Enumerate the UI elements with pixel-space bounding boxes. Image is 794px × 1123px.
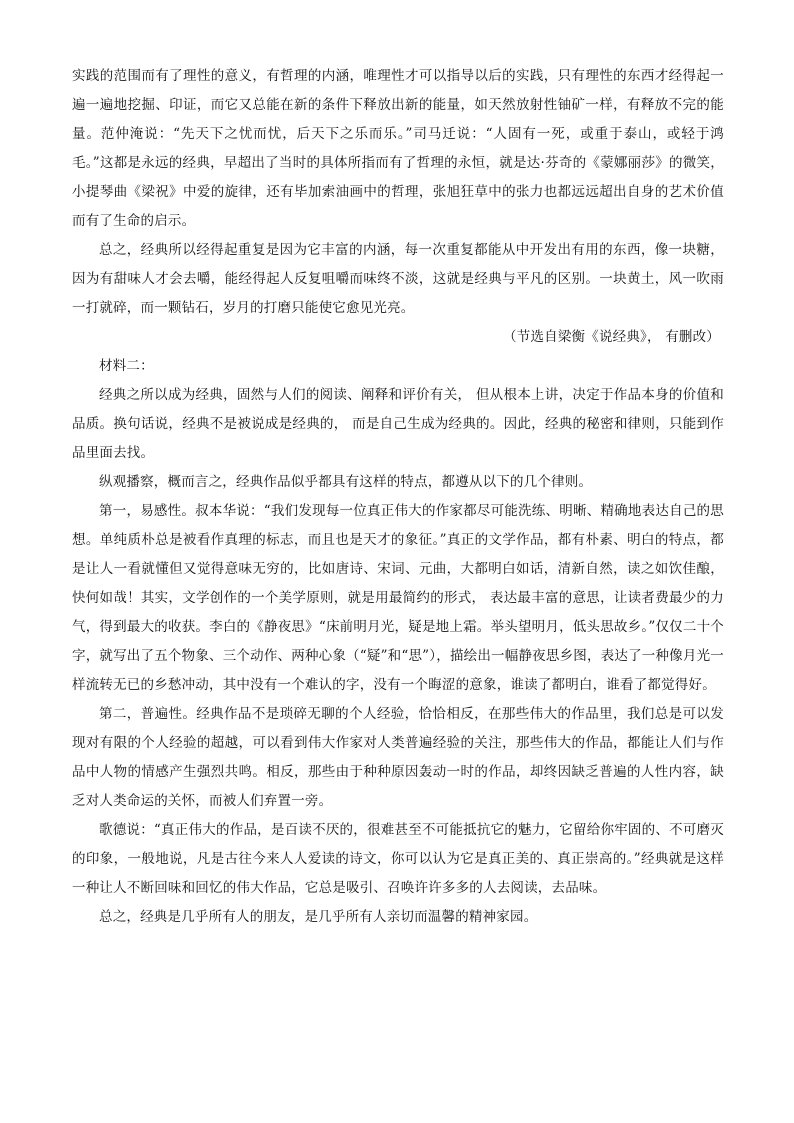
paragraph-final-conclusion: 总之，经典是几乎所有人的朋友，是几乎所有人亲切而温馨的精神家园。 (99, 909, 538, 925)
paragraph-goethe-quote: 歌德说：“真正伟大的作品，是百读不厌的，很难甚至不可能抵抗它的魅力，它留给你牢固的、不可磨灭的印象，一般地说，凡是古往今来人人爱读的诗文，你可以认为它是真正美的、真正崇高的。”经典就是这样一种让人不断回味和回忆的伟大作品，它总是吸引、召唤许许多多的人去阅读，去品味。 (72, 822, 725, 896)
paragraph-classic-origin: 经典之所以成为经典，固然与人们的阅读、阐释和评价有关， 但从根本上讲，决定于作品本身的价值和品质。换句话说，经典不是被说成是经典的， 而是自己生成为经典的。因此，经典的秘密和律则，只能到作品里面去找。 (72, 387, 724, 461)
document-body (72, 62, 724, 932)
source-citation: （节选自梁衡《说经典》， 有删改） (503, 329, 720, 345)
paragraph-rule-one-accessibility: 第一，易感性。叔本华说：“我们发现每一位真正伟大的作家都尽可能洗练、明晰、精确地表达自己的思想。单纯质朴总是被看作真理的标志，而且也是天才的象征。”真正的文学作品，都有朴素、明白的特点，都是让人一看就懂但又觉得意味无穷的，比如唐诗、宋词、元曲，大都明白如话，清新自然，读之如饮佳酿，快何如哉！其实，文学创作的一个美学原则，就是用最简约的形式， 表达最丰富的意思，让读者费最少的力气，得到最大的收获。李白的《静夜思》“床前明月光，疑是地上霜。举头望明月，低头思故乡。”仅仅二十个字，就写出了五个物象、三个动作、两种心象（“疑”和“思”），描绘出一幅静夜思乡图，表达了一种像月光一样流转无已的乡愁冲动，其中没有一个难认的字，没有一个晦涩的意象，谁读了都明白，谁看了都觉得好。 (72, 503, 724, 693)
section-heading-material-two: 材料二： (99, 358, 154, 374)
paragraph-overview-rules: 纵观播察，概而言之，经典作品似乎都具有这样的特点，都遵从以下的几个律则。 (99, 474, 593, 490)
paragraph-rule-two-universality: 第二，普遍性。经典作品不是琐碎无聊的个人经验，恰恰相反，在那些伟大的作品里，我们总是可以发现对有限的个人经验的超越，可以看到伟大作家对人类普遍经验的关注，那些伟大的作品，都能让人们与作品中人物的情感产生强烈共鸣。相反，那些由于种种原因轰动一时的作品，却终因缺乏普遍的人性内容，缺乏对人类命运的关怀，而被人们弃置一旁。 (72, 706, 724, 809)
paragraph-practice-theory: 实践的范围而有了理性的意义，有哲理的内涵，唯理性才可以指导以后的实践，只有理性的东西才经得起一遍一遍地挖掘、印证，而它又总能在新的条件下释放出新的能量，如天然放射性铀矿一样，有释放不完的能量。范仲淹说：“先天下之忧而忧，后天下之乐而乐。”司马迁说：“人固有一死，或重于泰山，或轻于鸿毛。”这都是永远的经典，早超出了当时的具体所指而有了哲理的永恒，就是达·芬奇的《蒙娜丽莎》的微笑，小提琴曲《梁祝》中爱的旋律，还有毕加索油画中的哲理，张旭狂草中的张力也都远远超出自身的艺术价值而有了生命的启示。 (72, 68, 724, 229)
paragraph-conclusion-repetition: 总之，经典所以经得起重复是因为它丰富的内涵，每一次重复都能从中开发出有用的东西，像一块糖，因为有甜味人才会去嚼，能经得起人反复咀嚼而味终不淡，这就是经典与平凡的区别。一块黄土，风一吹雨一打就碎，而一颗钻石，岁月的打磨只能使它愈见光亮。 (72, 242, 724, 316)
